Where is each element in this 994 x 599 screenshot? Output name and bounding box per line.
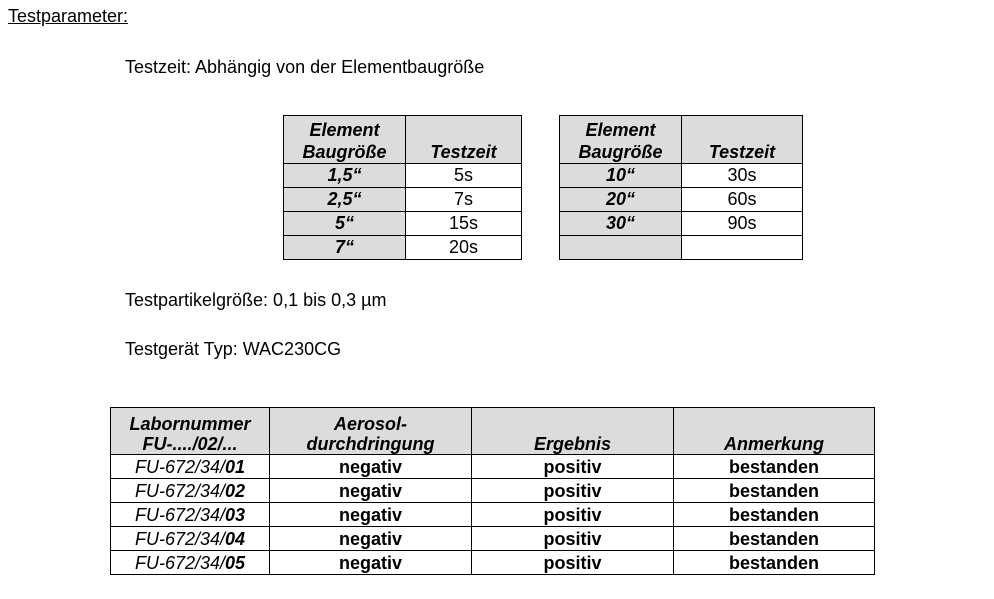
aerosol-cell: negativ (270, 479, 472, 503)
time-header-cell (682, 116, 803, 164)
time-cell: 7s (406, 188, 522, 212)
time-cell: 5s (406, 164, 522, 188)
time-cell (682, 236, 803, 260)
table-row (560, 164, 803, 188)
lab-suffix: 04 (225, 528, 246, 549)
aerosol-header-line2: durchdringung (306, 434, 435, 454)
table-row (284, 212, 522, 236)
lab-prefix: FU-672/34/ (134, 552, 225, 573)
result-cell: positiv (472, 503, 674, 527)
result-cell: positiv (472, 527, 674, 551)
result-cell: positiv (472, 551, 674, 575)
size-header-line2: Baugröße (578, 142, 663, 162)
size-header-line1: Element (585, 120, 656, 140)
result-header-text: Ergebnis (533, 434, 612, 454)
size-cell: 2,5“ (284, 188, 406, 212)
testzeit-line: Testzeit: Abhängig von der Elementbaugröße (125, 57, 485, 77)
time-cell: 30s (682, 164, 803, 188)
aerosol-cell: negativ (270, 551, 472, 575)
aerosol-cell: negativ (270, 527, 472, 551)
table-row (111, 503, 875, 527)
table-row (111, 455, 875, 479)
time-header-cell (406, 116, 522, 164)
remark-header (674, 408, 875, 455)
lab-number-cell (111, 551, 270, 575)
remark-cell: bestanden (674, 551, 875, 575)
table-row (111, 479, 875, 503)
aerosol-cell: negativ (270, 455, 472, 479)
time-header: Testzeit (430, 142, 497, 162)
size-cell: 30“ (560, 212, 682, 236)
result-header (472, 408, 674, 455)
lab-number-header-line2: FU-..../02/... (142, 434, 238, 454)
aerosol-header-line1: Aerosol- (333, 414, 407, 434)
size-header-line1: Element (309, 120, 380, 140)
size-header-cell (560, 116, 682, 164)
remark-cell: bestanden (674, 479, 875, 503)
remark-cell: bestanden (674, 503, 875, 527)
aerosol-header (270, 408, 472, 455)
table-row (560, 236, 803, 260)
size-cell: 5“ (284, 212, 406, 236)
results-table (110, 407, 875, 575)
size-table-right (559, 115, 803, 260)
table-row (284, 236, 522, 260)
lab-prefix: FU-672/34/ (134, 456, 225, 477)
time-cell: 90s (682, 212, 803, 236)
size-cell: 1,5“ (284, 164, 406, 188)
remark-header-text: Anmerkung (723, 434, 824, 454)
remark-cell: bestanden (674, 455, 875, 479)
test-device-line: Testgerät Typ: WAC230CG (125, 339, 342, 359)
size-cell: 20“ (560, 188, 682, 212)
size-cell: 7“ (284, 236, 406, 260)
result-cell: positiv (472, 455, 674, 479)
lab-suffix: 01 (225, 456, 246, 477)
table-row (560, 188, 803, 212)
lab-number-header (111, 408, 270, 455)
size-cell: 10“ (560, 164, 682, 188)
table-row (111, 527, 875, 551)
lab-number-cell (111, 527, 270, 551)
lab-number-cell (111, 479, 270, 503)
lab-suffix: 05 (225, 552, 246, 573)
particle-size-line: Testpartikelgröße: 0,1 bis 0,3 µm (125, 290, 387, 310)
time-cell: 60s (682, 188, 803, 212)
table-row (111, 551, 875, 575)
aerosol-cell: negativ (270, 503, 472, 527)
table-row (284, 164, 522, 188)
remark-cell: bestanden (674, 527, 875, 551)
lab-number-cell (111, 455, 270, 479)
section-heading: Testparameter: (8, 6, 129, 26)
size-cell (560, 236, 682, 260)
table-row (284, 188, 522, 212)
size-header-cell (284, 116, 406, 164)
size-table-left (283, 115, 522, 260)
lab-prefix: FU-672/34/ (134, 528, 225, 549)
time-header: Testzeit (708, 142, 776, 162)
result-cell: positiv (472, 479, 674, 503)
time-cell: 20s (406, 236, 522, 260)
table-row (560, 212, 803, 236)
lab-number-cell (111, 503, 270, 527)
lab-suffix: 02 (225, 480, 246, 501)
lab-suffix: 03 (225, 504, 246, 525)
lab-number-header-line1: Labornummer (129, 414, 251, 434)
time-cell: 15s (406, 212, 522, 236)
size-header-line2: Baugröße (302, 142, 387, 162)
lab-prefix: FU-672/34/ (134, 480, 225, 501)
lab-prefix: FU-672/34/ (134, 504, 225, 525)
